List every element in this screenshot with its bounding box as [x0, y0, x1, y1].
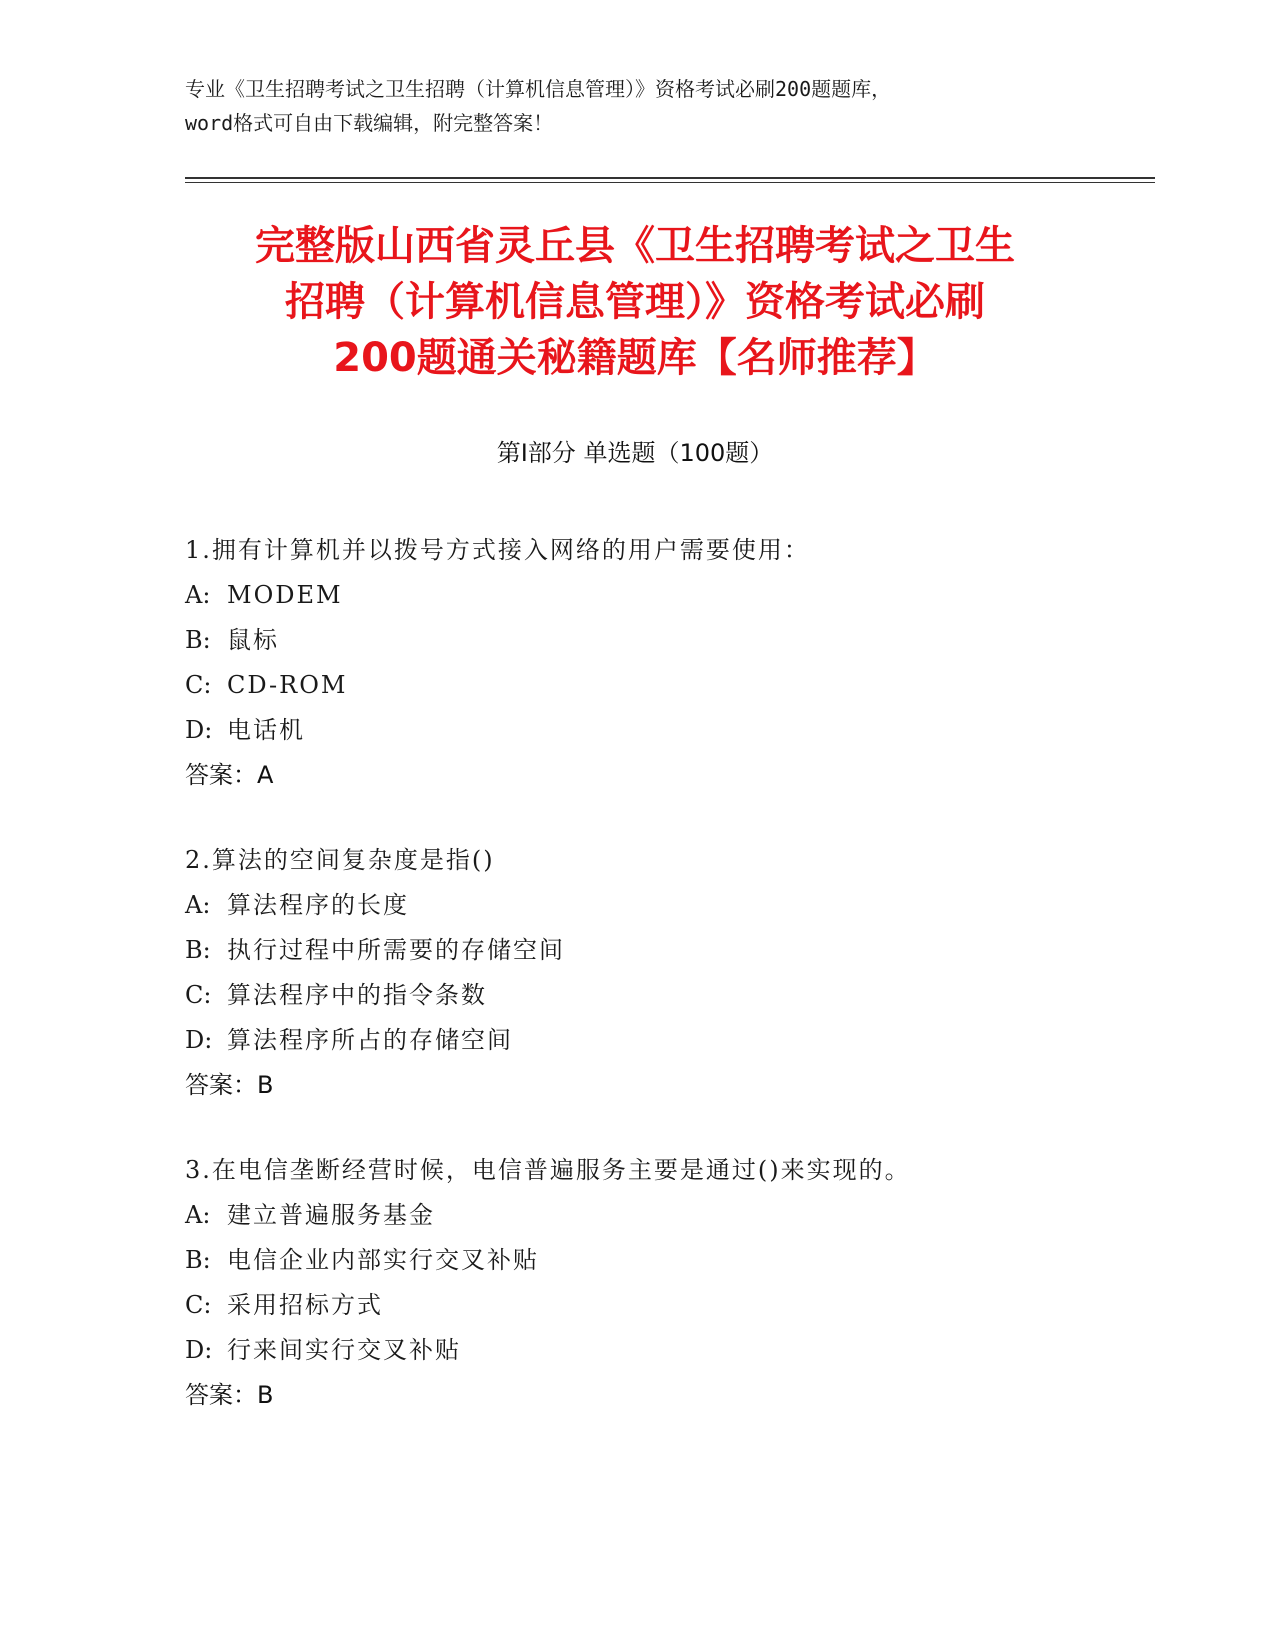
- option-text: 采用招标方式: [227, 1291, 383, 1319]
- answer-line: [185, 753, 1145, 798]
- option-text: CD-ROM: [227, 671, 348, 699]
- option-a: [185, 1193, 1145, 1238]
- option-key: A:: [185, 581, 211, 609]
- answer-label: 答案：: [185, 761, 257, 789]
- answer-value: B: [257, 1381, 274, 1409]
- option-text: 行来间实行交叉补贴: [227, 1336, 461, 1364]
- option-text: 电信企业内部实行交叉补贴: [227, 1246, 539, 1274]
- answer-value: B: [257, 1071, 274, 1099]
- option-text: 建立普遍服务基金: [227, 1201, 435, 1229]
- document-title-line-2: 招聘（计算机信息管理）》资格考试必刷: [285, 279, 985, 325]
- question-list: [185, 528, 1145, 1458]
- header-note: [185, 72, 1085, 140]
- option-text: 算法程序中的指令条数: [227, 981, 487, 1009]
- answer-label: 答案：: [185, 1071, 257, 1099]
- option-a: [185, 573, 1145, 618]
- question-stem: 2.算法的空间复杂度是指(): [185, 846, 495, 874]
- option-a: [185, 883, 1145, 928]
- header-divider-thick: [185, 177, 1155, 179]
- question-stem: 1.拥有计算机并以拨号方式接入网络的用户需要使用：: [185, 536, 810, 564]
- option-text: 鼠标: [227, 626, 279, 654]
- option-key: D:: [185, 716, 213, 744]
- option-key: C:: [185, 1291, 212, 1319]
- option-d: [185, 1328, 1145, 1373]
- option-key: D:: [185, 1336, 213, 1364]
- answer-value: A: [257, 761, 274, 789]
- answer-line: [185, 1373, 1145, 1418]
- document-title-line-1: 完整版山西省灵丘县《卫生招聘考试之卫生: [255, 223, 1015, 269]
- option-text: 算法程序所占的存储空间: [227, 1026, 513, 1054]
- question-2: [185, 838, 1145, 1108]
- option-text: MODEM: [227, 581, 343, 609]
- option-key: D:: [185, 1026, 213, 1054]
- option-b: [185, 928, 1145, 973]
- question-stem: 3.在电信垄断经营时候，电信普遍服务主要是通过()来实现的。: [185, 1156, 911, 1184]
- option-key: C:: [185, 671, 212, 699]
- option-b: [185, 1238, 1145, 1283]
- document-title-line-3: 200题通关秘籍题库【名师推荐】: [333, 335, 937, 381]
- option-text: 执行过程中所需要的存储空间: [227, 936, 565, 964]
- option-key: B:: [185, 1246, 211, 1274]
- option-b: [185, 618, 1145, 663]
- header-divider-thin: [185, 182, 1155, 183]
- option-key: B:: [185, 626, 211, 654]
- option-text: 电话机: [227, 716, 305, 744]
- answer-label: 答案：: [185, 1381, 257, 1409]
- option-d: [185, 708, 1145, 753]
- section-title: 第Ⅰ部分 单选题（100题）: [496, 439, 774, 467]
- option-c: [185, 1283, 1145, 1328]
- option-key: A:: [185, 891, 211, 919]
- header-note-line-2: word格式可自由下载编辑，附完整答案！: [185, 111, 554, 135]
- option-c: [185, 663, 1145, 708]
- option-text: 算法程序的长度: [227, 891, 409, 919]
- option-key: B:: [185, 936, 211, 964]
- option-c: [185, 973, 1145, 1018]
- header-note-line-1: 专业《卫生招聘考试之卫生招聘（计算机信息管理）》资格考试必刷200题题库，: [185, 77, 892, 101]
- option-d: [185, 1018, 1145, 1063]
- question-3: [185, 1148, 1145, 1418]
- document-title: [185, 218, 1085, 386]
- answer-line: [185, 1063, 1145, 1108]
- option-key: C:: [185, 981, 212, 1009]
- question-1: [185, 528, 1145, 798]
- option-key: A:: [185, 1201, 211, 1229]
